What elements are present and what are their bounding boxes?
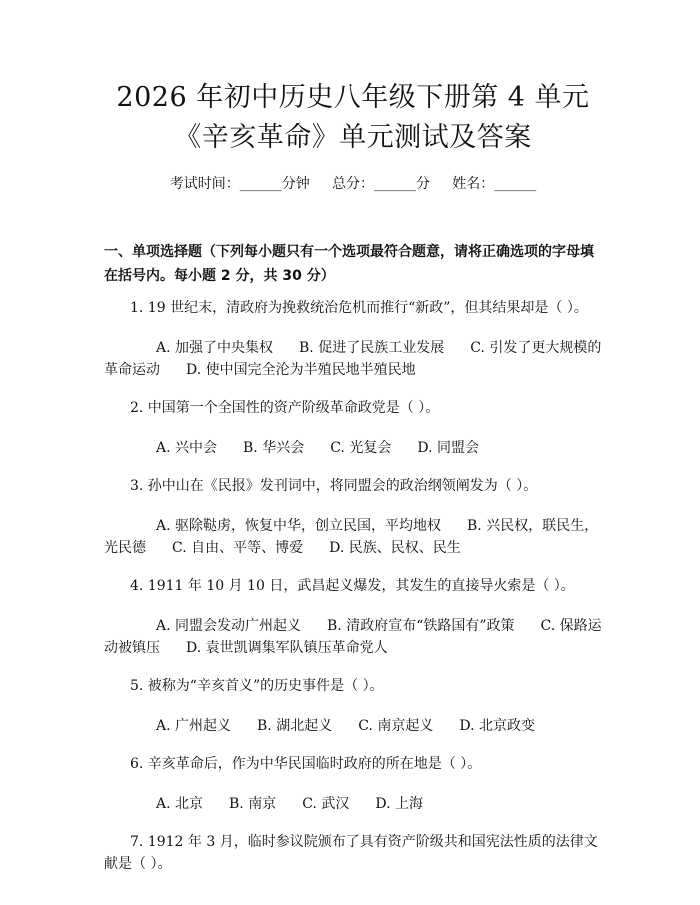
question-3 (104, 475, 602, 559)
question-stem: 6. 辛亥革命后，作为中华民国临时政府的所在地是（ ）。 (130, 756, 482, 772)
question-2 (104, 397, 602, 459)
option-d: D. 同盟会 (417, 440, 479, 456)
question-options (104, 337, 602, 381)
question-6 (104, 753, 602, 815)
question-stem: 3. 孙中山在《民报》发刊词中，将同盟会的政治纲领阐发为（ ）。 (130, 478, 538, 494)
question-5 (104, 675, 602, 737)
option-d: D. 使中国完全沦为半殖民地半殖民地 (186, 362, 416, 378)
option-c: C. 自由、平等、博爱 (172, 540, 304, 556)
question-options (104, 793, 602, 815)
question-stem: 1. 19 世纪末，清政府为挽救统治危机而推行“新政”，但其结果却是（ ）。 (130, 300, 588, 316)
question-stem: 5. 被称为“辛亥首义”的历史事件是（ ）。 (130, 678, 384, 694)
question-7 (104, 831, 602, 875)
question-options (104, 437, 602, 459)
exam-info-line: 考试时间：______分钟 总分：______分 姓名：______ (169, 176, 537, 192)
option-a: A. 兴中会 (156, 440, 218, 456)
option-b: B. 促进了民族工业发展 (299, 340, 445, 356)
question-options (104, 515, 602, 559)
option-d: D. 袁世凯调集军队镇压革命党人 (186, 640, 388, 656)
option-b: B. 兴民权，联民生，光民德 (104, 518, 599, 556)
option-d: D. 上海 (375, 796, 423, 812)
question-list (104, 297, 602, 875)
question-stem: 7. 1912 年 3 月，临时参议院颁布了具有资产阶级共和国宪法性质的法律文献是（ ）。 (104, 834, 598, 872)
question-1 (104, 297, 602, 381)
option-b: B. 湖北起义 (257, 718, 333, 734)
option-c: C. 南京起义 (358, 718, 434, 734)
section-title: 一、单项选择题（下列每小题只有一个选项最符合题意，请将正确选项的字母填在括号内。每小题 2 分，共 30 分） (104, 244, 594, 284)
option-c: C. 武汉 (302, 796, 350, 812)
question-options (104, 615, 602, 659)
option-c: C. 保路运动被镇压 (104, 618, 602, 656)
option-b: B. 南京 (229, 796, 277, 812)
question-stem: 2. 中国第一个全国性的资产阶级革命政党是（ ）。 (130, 400, 440, 416)
document-title: 2026 年初中历史八年级下册第 4 单元《辛亥革命》单元测试及答案 (116, 82, 590, 153)
option-a: A. 同盟会发动广州起义 (156, 618, 302, 634)
question-options (104, 715, 602, 737)
option-b: B. 清政府宣布“铁路国有”政策 (327, 618, 515, 634)
option-a: A. 北京 (156, 796, 204, 812)
option-a: A. 加强了中央集权 (156, 340, 274, 356)
option-d: D. 民族、民权、民生 (329, 540, 461, 556)
question-stem: 4. 1911 年 10 月 10 日，武昌起义爆发，其发生的直接导火索是（ ）。 (130, 578, 575, 594)
option-d: D. 北京政变 (459, 718, 535, 734)
option-c: C. 引发了更大规模的革命运动 (104, 340, 602, 378)
option-c: C. 光复会 (330, 440, 392, 456)
option-a: A. 驱除鞑虏，恢复中华，创立民国，平均地权 (156, 518, 442, 534)
question-4 (104, 575, 602, 659)
option-a: A. 广州起义 (156, 718, 232, 734)
option-b: B. 华兴会 (243, 440, 305, 456)
